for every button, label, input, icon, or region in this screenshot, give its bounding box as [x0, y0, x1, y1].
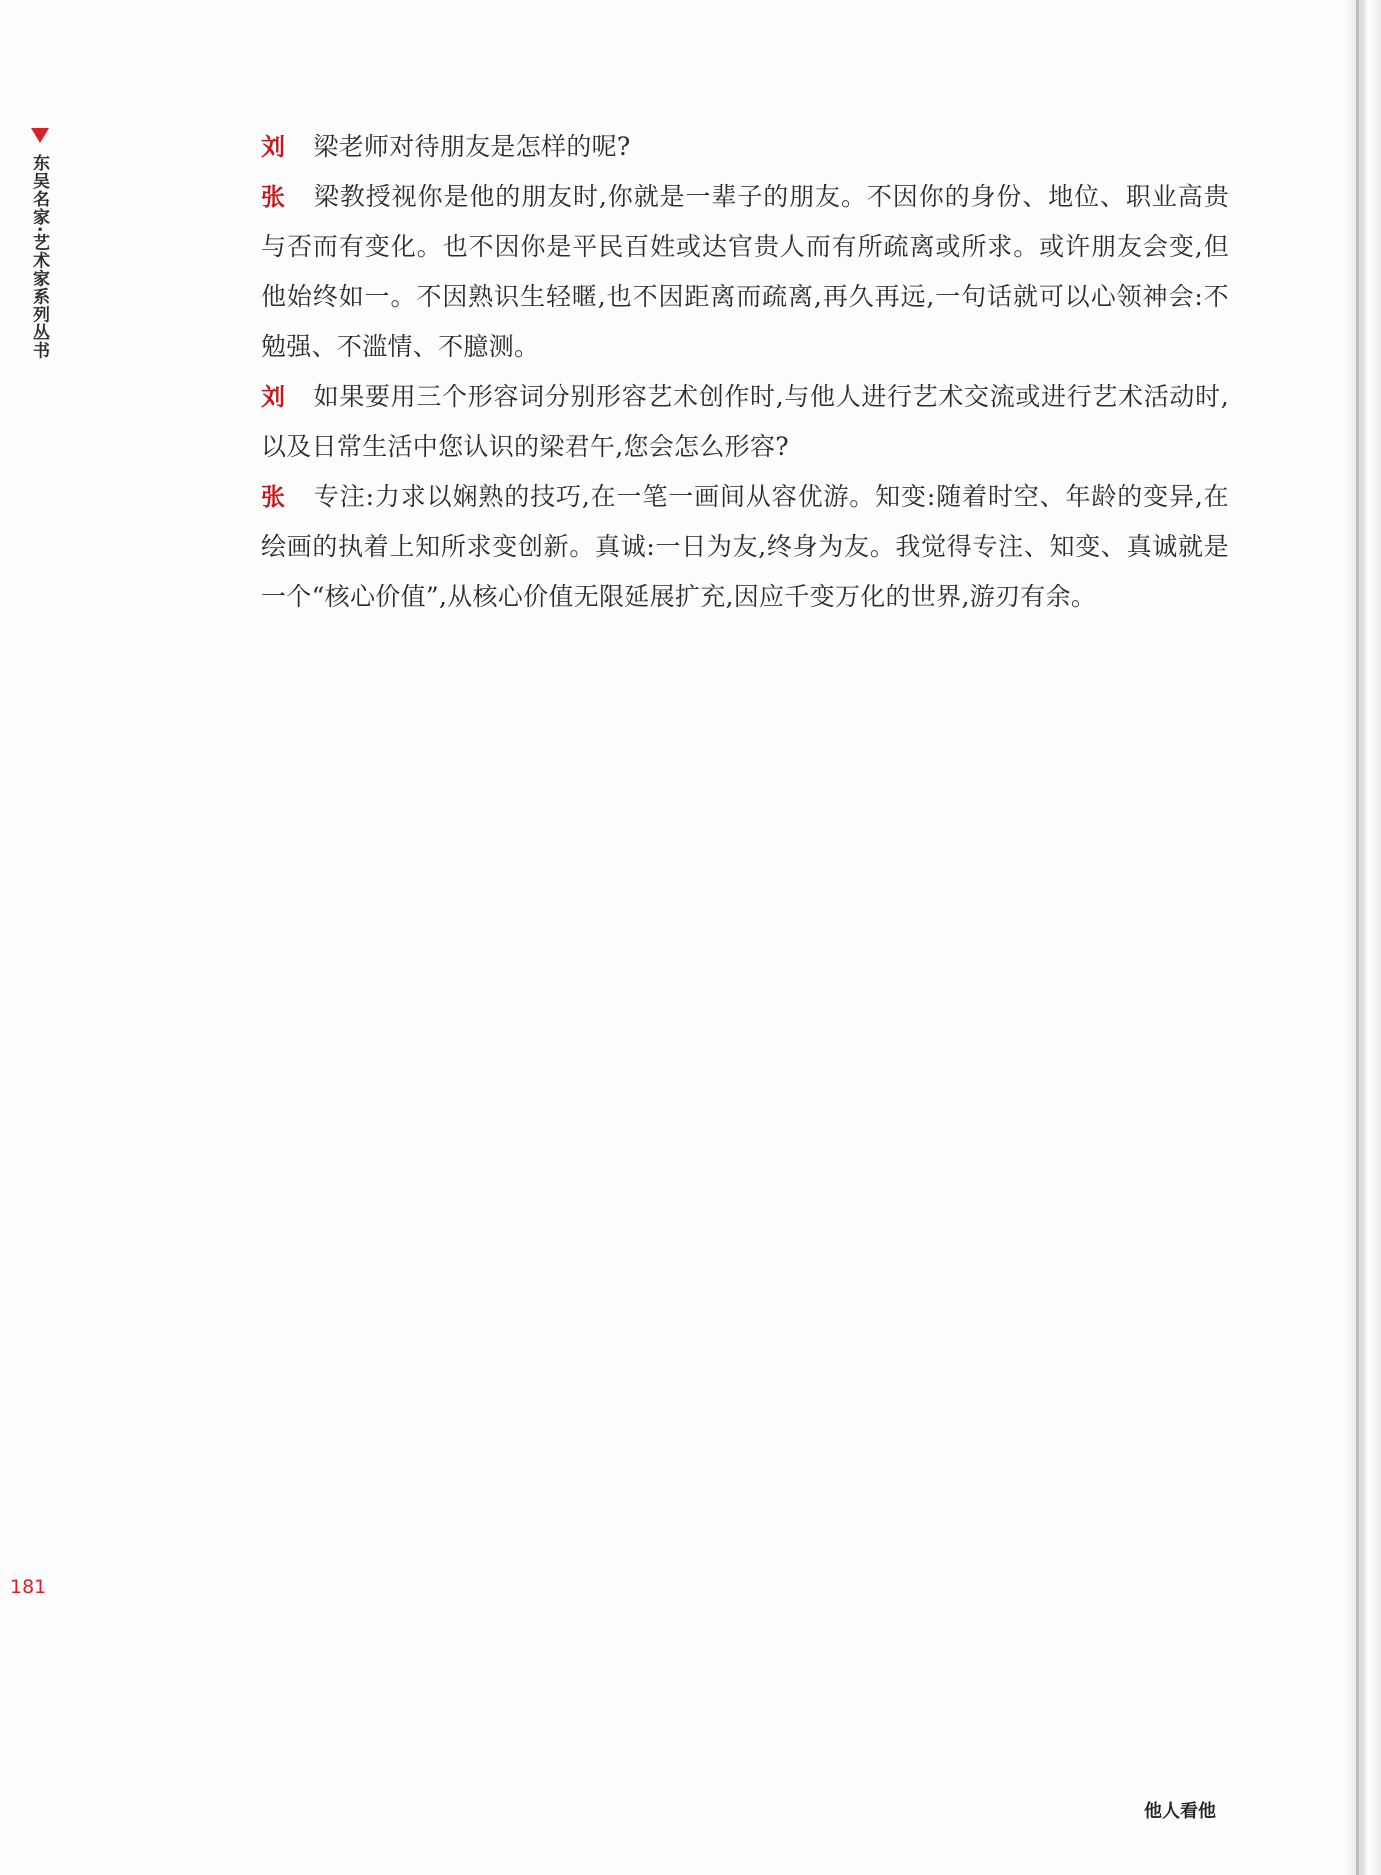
- section-title: 他人看他: [1144, 1801, 1216, 1822]
- page-binding-line: [1356, 0, 1359, 1875]
- series-title: 东吴名家·艺术家系列丛书: [29, 154, 49, 360]
- speaker-label: 张: [261, 483, 286, 511]
- page-number: 181: [10, 1576, 47, 1598]
- dialogue-text: 梁老师对待朋友是怎样的呢?: [313, 132, 631, 161]
- dialogue-paragraph: [261, 472, 1229, 622]
- speaker-label: 刘: [261, 133, 286, 161]
- dialogue-paragraph: [261, 372, 1229, 472]
- dialogue-paragraph: [261, 172, 1229, 372]
- speaker-label: 刘: [261, 383, 286, 411]
- speaker-label: 张: [261, 183, 286, 211]
- dialogue-text: 专注:力求以娴熟的技巧,在一笔一画间从容优游。知变:随着时空、年龄的变异,在绘画的执着上知所求变创新。真诚:一日为友,终身为友。我觉得专注、知变、真诚就是一个“核心价值”,从核心价值无限延展扩充,因应千变万化的世界,游刃有余。: [261, 482, 1229, 611]
- red-triangle-icon: [31, 128, 49, 143]
- interview-text: [261, 122, 1229, 622]
- page-edge: [1339, 0, 1381, 1875]
- dialogue-text: 梁教授视你是他的朋友时,你就是一辈子的朋友。不因你的身份、地位、职业高贵与否而有变化。也不因你是平民百姓或达官贵人而有所疏离或所求。或许朋友会变,但他始终如一。不因熟识生轻暱,也不因距离而疏离,再久再远,一句话就可以心领神会:不勉强、不滥情、不臆测。: [261, 182, 1229, 361]
- dialogue-paragraph: [261, 122, 1229, 172]
- dialogue-text: 如果要用三个形容词分别形容艺术创作时,与他人进行艺术交流或进行艺术活动时,以及日常生活中您认识的梁君午,您会怎么形容?: [261, 382, 1229, 461]
